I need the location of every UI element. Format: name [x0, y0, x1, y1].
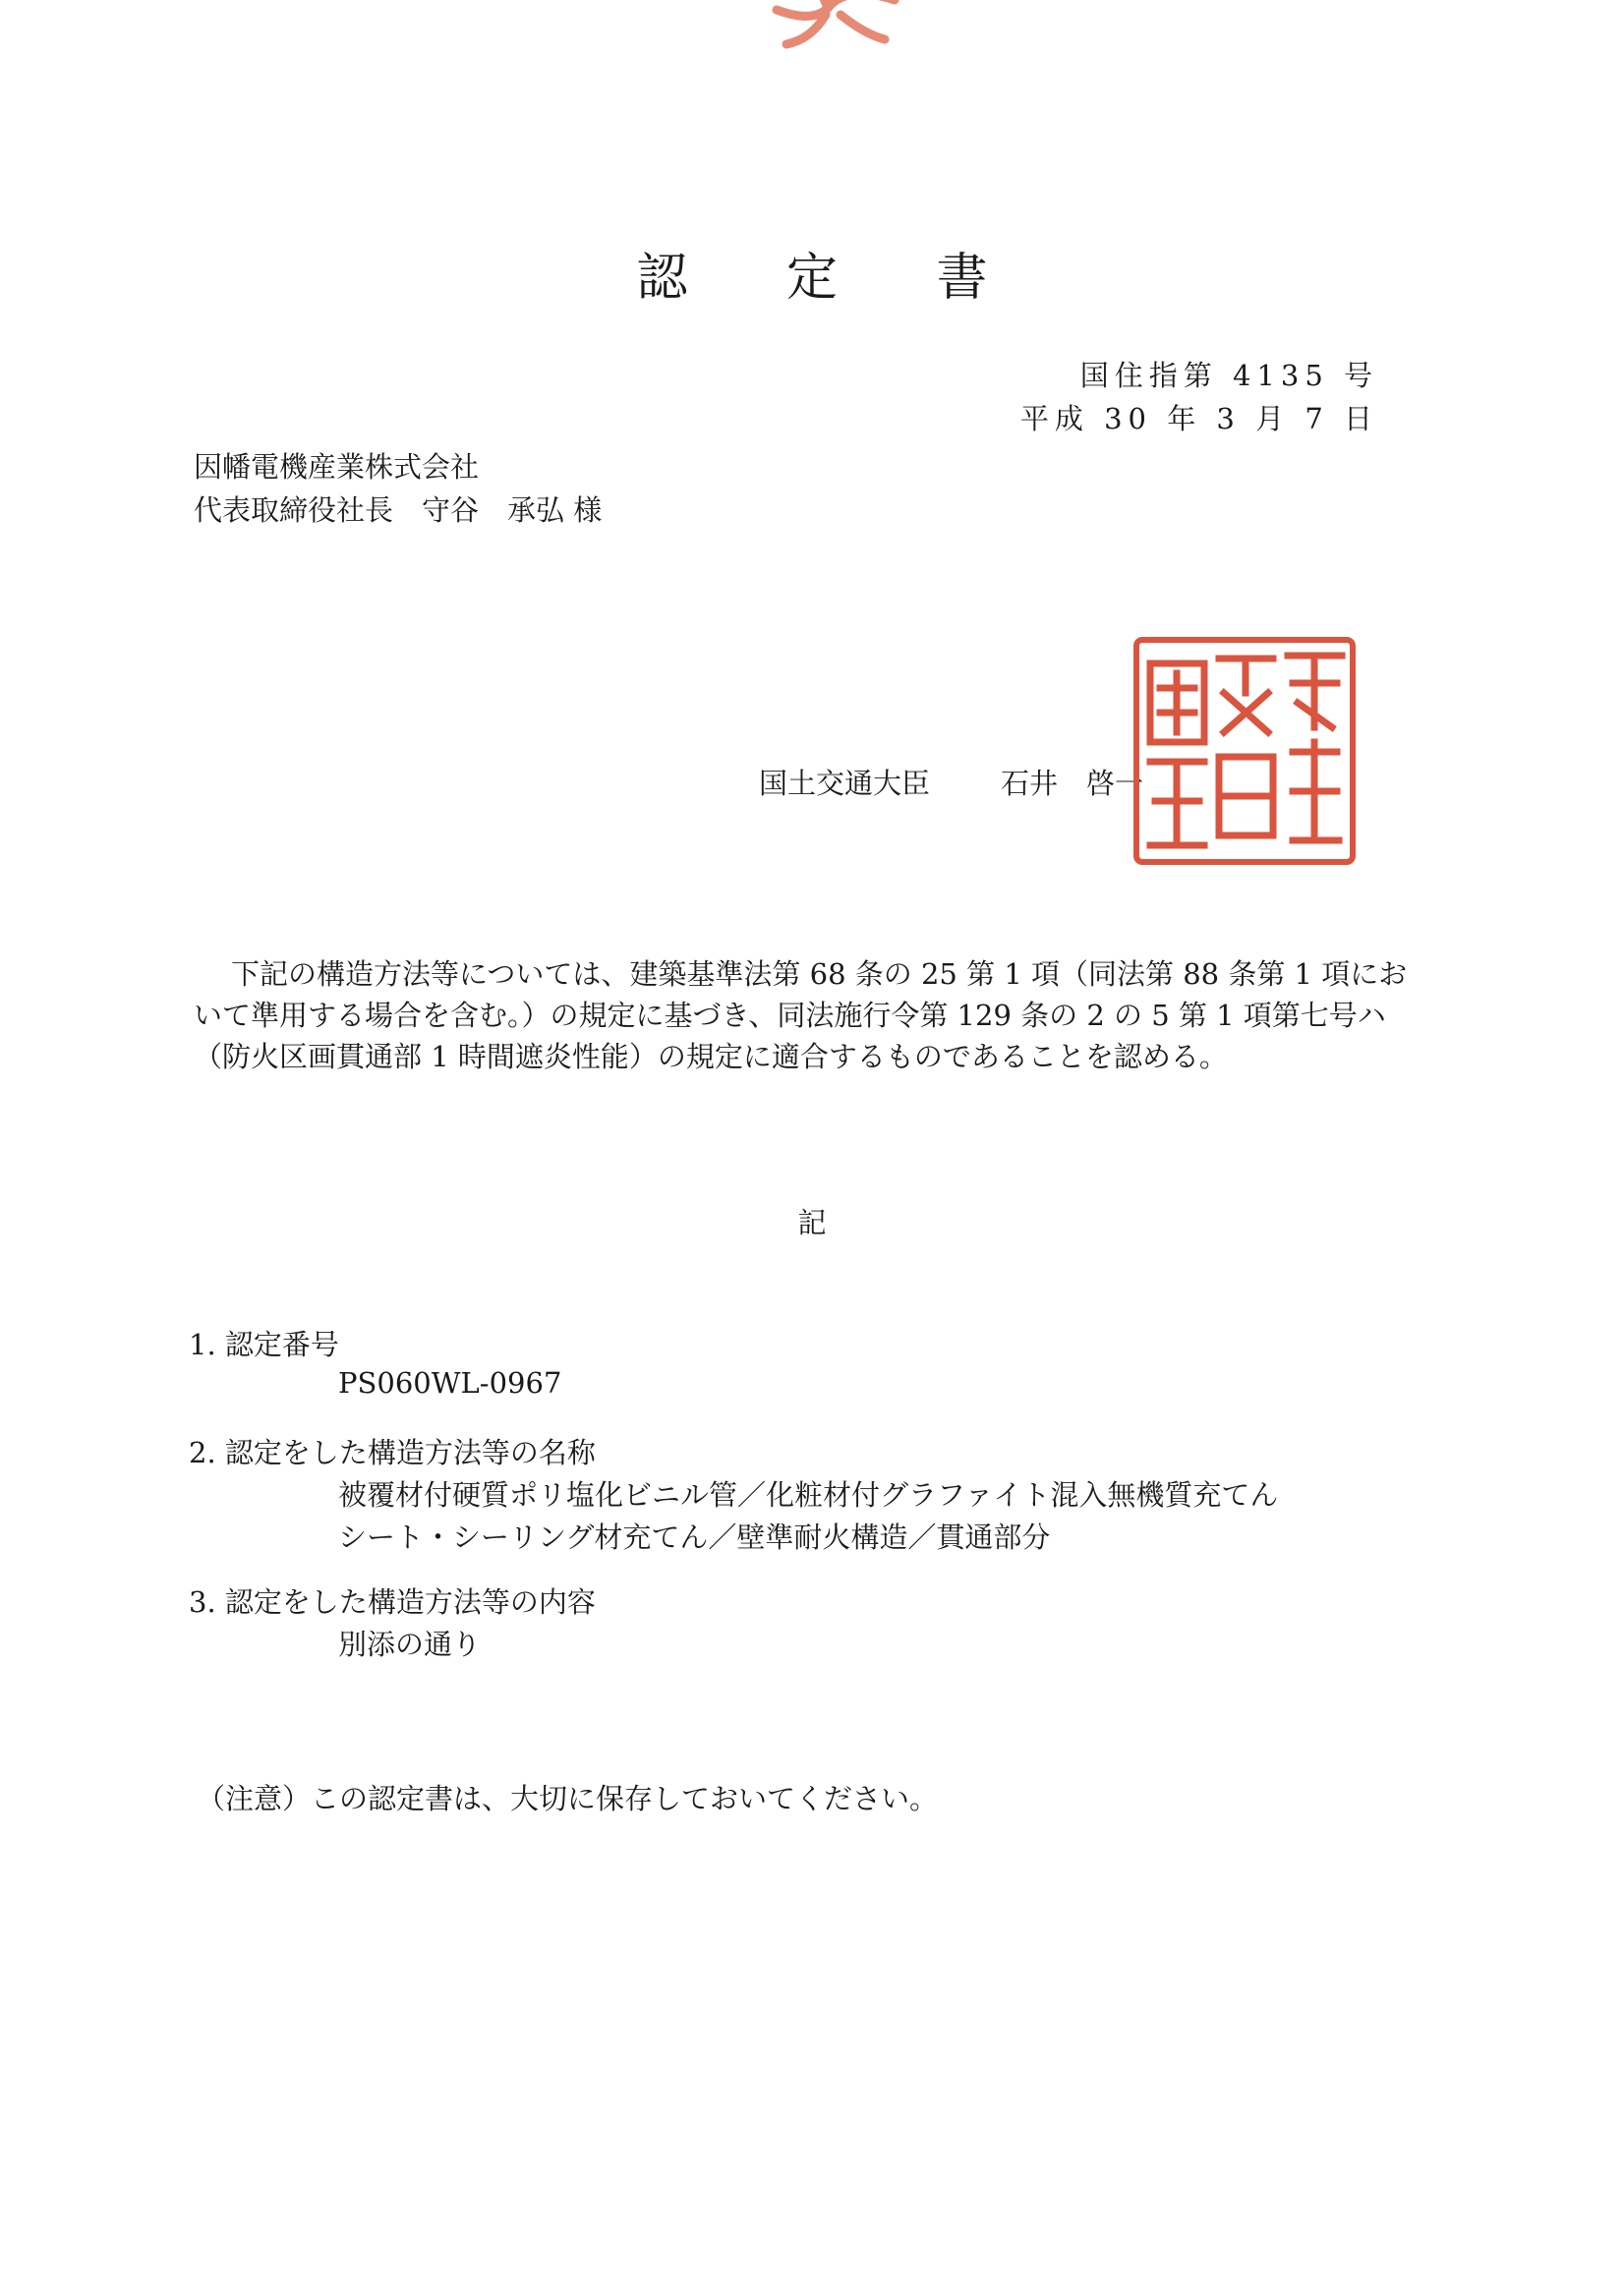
section-2-heading: 2. 認定をした構造方法等の名称	[189, 1436, 596, 1469]
top-stamp-mark	[757, 0, 914, 79]
ki-heading: 記	[797, 1206, 827, 1239]
issue-date: 平成 30 年 3 月 7 日	[1019, 402, 1378, 435]
section-1-heading: 1. 認定番号	[189, 1328, 339, 1361]
section-2-line-1: 被覆材付硬質ポリ塩化ビニル管／化粧材付グラファイト混入無機質充てん	[338, 1478, 1279, 1512]
official-seal-stamp	[1131, 634, 1359, 868]
recipient-person: 代表取締役社長 守谷 承弘 様	[194, 493, 603, 527]
issuer-title: 国土交通大臣	[759, 767, 931, 800]
section-3-heading: 3. 認定をした構造方法等の内容	[189, 1585, 596, 1619]
recipient-company: 因幡電機産業株式会社	[194, 450, 480, 484]
certification-body: 下記の構造方法等については、建築基準法第 68 条の 25 第 1 項（同法第 88 条第 1 項において準用する場合を含む。）の規定に基づき、同法施行令第 129 条の 2 の 5 第 1 項第七号ハ（防火区画貫通部 1 時間遮炎性能）の規定に適合するものであることを認める。	[194, 957, 1408, 1073]
section-3-line-1: 別添の通り	[338, 1628, 482, 1661]
seal-text: 国土交通大臣之印	[1131, 634, 1138, 635]
issuer-name: 石井 啓一	[1001, 767, 1144, 800]
note-text: （注意）この認定書は、大切に保存しておいてください。	[197, 1782, 939, 1815]
section-1-line-1: PS060WL-0967	[338, 1366, 562, 1400]
reference-number: 国住指第 4135 号	[1079, 359, 1378, 392]
document-title: 認 定 書	[636, 249, 1029, 308]
section-2-line-2: シート・シーリング材充てん／壁準耐火構造／貫通部分	[338, 1521, 1051, 1554]
